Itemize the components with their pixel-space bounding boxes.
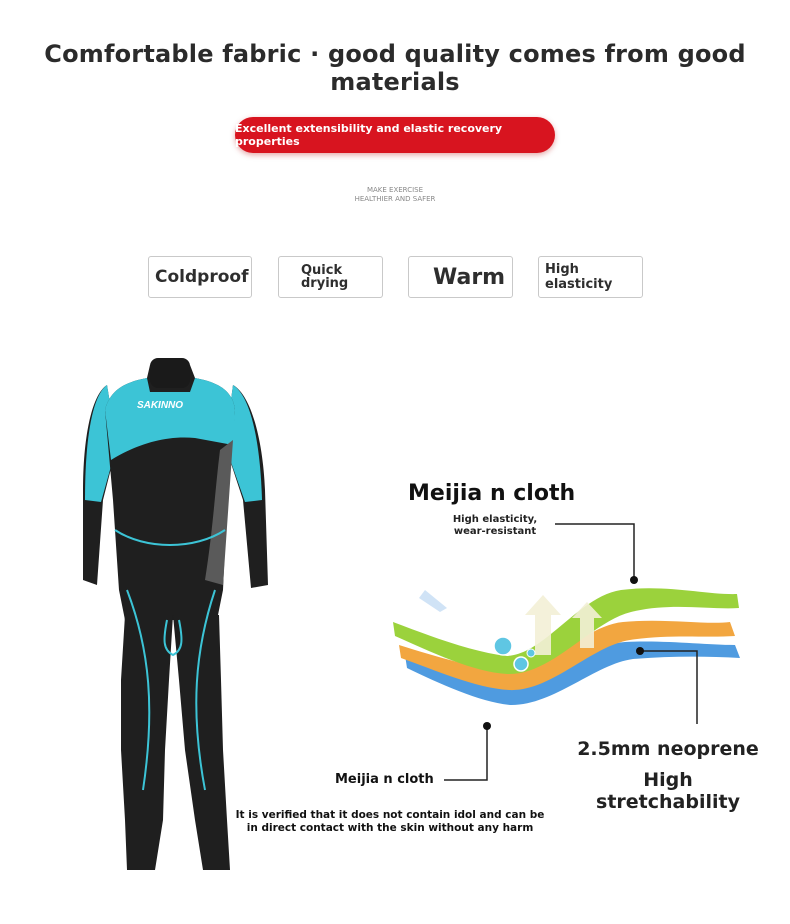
feature-warm bbox=[408, 256, 513, 298]
feature-label-line-1: Quick bbox=[301, 263, 343, 278]
wetsuit-brand: SAKINNO bbox=[136, 400, 184, 411]
feature-label: Coldproof bbox=[155, 267, 249, 287]
fabric-layers-diagram bbox=[385, 560, 745, 750]
wetsuit-left-leg bbox=[121, 615, 173, 870]
feature-label-line-2: drying bbox=[301, 276, 349, 291]
feature-label: High elasticity bbox=[545, 262, 613, 292]
property-pill bbox=[235, 117, 555, 153]
feature-high-elasticity bbox=[538, 256, 643, 298]
page-headline: Comfortable fabric · good quality comes from good materials bbox=[44, 40, 746, 96]
layer-top-description bbox=[440, 514, 550, 538]
wetsuit-image bbox=[55, 350, 295, 875]
feature-coldproof bbox=[148, 256, 252, 298]
feature-label: Warm bbox=[433, 264, 506, 290]
safety-note bbox=[230, 809, 550, 835]
water-drop-icon bbox=[494, 637, 512, 655]
layer-top-desc-line-1: High elasticity, bbox=[452, 514, 538, 525]
safety-note-line-1: It is verified that it does not contain idol and can be bbox=[235, 809, 545, 821]
tagline bbox=[300, 186, 490, 204]
layer-middle-title: 2.5mm neoprene bbox=[577, 738, 759, 760]
layer-middle-subtitle: High stretchability bbox=[596, 769, 740, 813]
layer-bottom-title: Meijia n cloth bbox=[335, 772, 434, 787]
water-drop-icon bbox=[527, 649, 535, 657]
wetsuit-collar bbox=[150, 358, 190, 388]
airflow-arrow-icon bbox=[419, 590, 447, 612]
feature-quick-drying bbox=[278, 256, 383, 298]
wetsuit-right-leg bbox=[173, 615, 230, 870]
tagline-line-1: MAKE EXERCISE bbox=[366, 186, 424, 194]
property-pill-label: Excellent extensibility and elastic recovery properties bbox=[235, 122, 503, 148]
layer-top-desc-line-2: wear-resistant bbox=[453, 526, 537, 537]
tagline-line-2: HEALTHIER AND SAFER bbox=[354, 195, 436, 203]
safety-note-line-2: in direct contact with the skin without any harm bbox=[246, 822, 534, 834]
layer-top-title: Meijia n cloth bbox=[408, 481, 576, 506]
water-drop-icon bbox=[514, 657, 528, 671]
